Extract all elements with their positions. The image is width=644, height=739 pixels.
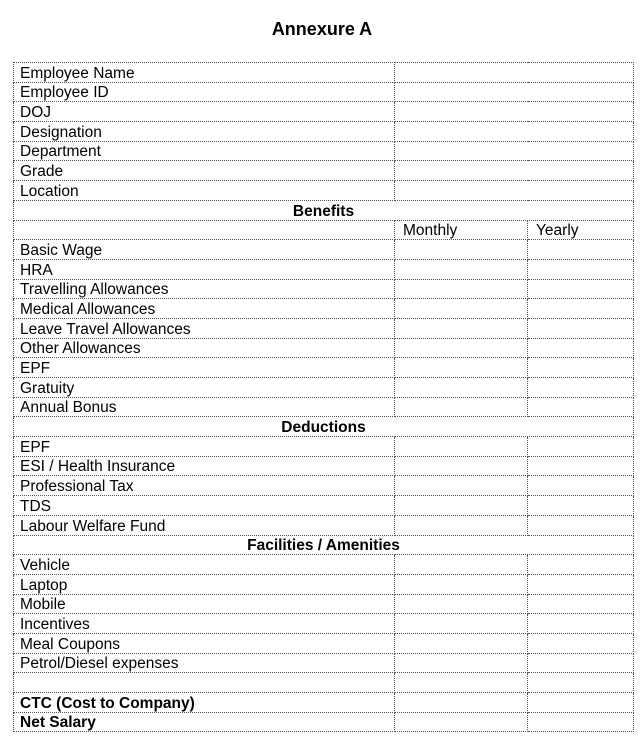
field-label: Employee Name xyxy=(14,63,395,83)
empty-cell xyxy=(14,220,395,240)
benefit-row xyxy=(14,397,634,417)
yearly-cell[interactable] xyxy=(528,456,634,476)
benefit-label: Other Allowances xyxy=(14,338,395,358)
benefit-row xyxy=(14,299,634,319)
yearly-cell[interactable] xyxy=(528,338,634,358)
value-cell[interactable] xyxy=(395,141,634,161)
benefit-row xyxy=(14,259,634,279)
value-cell[interactable] xyxy=(395,122,634,142)
facility-row xyxy=(14,653,634,673)
monthly-cell[interactable] xyxy=(395,358,528,378)
monthly-cell[interactable] xyxy=(395,437,528,457)
empty-cell xyxy=(14,673,395,693)
facility-row xyxy=(14,633,634,653)
yearly-cell[interactable] xyxy=(528,693,634,713)
net-salary-row xyxy=(14,712,634,732)
monthly-cell[interactable] xyxy=(395,673,528,693)
yearly-cell[interactable] xyxy=(528,318,634,338)
benefit-row xyxy=(14,240,634,260)
field-label: Location xyxy=(14,181,395,201)
benefit-row xyxy=(14,279,634,299)
field-label: Employee ID xyxy=(14,82,395,102)
facility-row xyxy=(14,614,634,634)
section-header-row xyxy=(14,200,634,220)
monthly-cell[interactable] xyxy=(395,318,528,338)
yearly-cell[interactable] xyxy=(528,437,634,457)
column-header-row xyxy=(14,220,634,240)
employee-row xyxy=(14,82,634,102)
facility-label: Vehicle xyxy=(14,555,395,575)
monthly-cell[interactable] xyxy=(395,574,528,594)
yearly-cell[interactable] xyxy=(528,358,634,378)
monthly-cell[interactable] xyxy=(395,279,528,299)
yearly-cell[interactable] xyxy=(528,299,634,319)
field-label: Grade xyxy=(14,161,395,181)
deduction-row xyxy=(14,476,634,496)
yearly-cell[interactable] xyxy=(528,614,634,634)
employee-row xyxy=(14,122,634,142)
value-cell[interactable] xyxy=(395,161,634,181)
yearly-cell[interactable] xyxy=(528,397,634,417)
benefit-row xyxy=(14,378,634,398)
facilities-heading: Facilities / Amenities xyxy=(14,535,634,555)
benefit-label: Annual Bonus xyxy=(14,397,395,417)
yearly-cell[interactable] xyxy=(528,476,634,496)
facility-label: Petrol/Diesel expenses xyxy=(14,653,395,673)
monthly-cell[interactable] xyxy=(395,614,528,634)
yearly-cell[interactable] xyxy=(528,574,634,594)
salary-annexure-table xyxy=(13,62,634,732)
employee-row xyxy=(14,63,634,83)
benefit-label: EPF xyxy=(14,358,395,378)
field-label: Department xyxy=(14,141,395,161)
deduction-row xyxy=(14,496,634,516)
facility-row xyxy=(14,555,634,575)
yearly-cell[interactable] xyxy=(528,555,634,575)
yearly-cell[interactable] xyxy=(528,240,634,260)
monthly-cell[interactable] xyxy=(395,555,528,575)
yearly-cell[interactable] xyxy=(528,378,634,398)
facility-label: Incentives xyxy=(14,614,395,634)
deduction-label: Professional Tax xyxy=(14,476,395,496)
monthly-cell[interactable] xyxy=(395,594,528,614)
monthly-cell[interactable] xyxy=(395,378,528,398)
benefit-row xyxy=(14,338,634,358)
value-cell[interactable] xyxy=(395,181,634,201)
section-header-row xyxy=(14,535,634,555)
yearly-cell[interactable] xyxy=(528,653,634,673)
employee-row xyxy=(14,181,634,201)
ctc-label: CTC (Cost to Company) xyxy=(14,693,395,713)
deduction-row xyxy=(14,437,634,457)
monthly-cell[interactable] xyxy=(395,515,528,535)
yearly-column-header: Yearly xyxy=(528,220,634,240)
value-cell[interactable] xyxy=(395,63,634,83)
monthly-cell[interactable] xyxy=(395,633,528,653)
monthly-cell[interactable] xyxy=(395,397,528,417)
monthly-cell[interactable] xyxy=(395,338,528,358)
benefit-label: Basic Wage xyxy=(14,240,395,260)
benefit-label: Travelling Allowances xyxy=(14,279,395,299)
value-cell[interactable] xyxy=(395,82,634,102)
monthly-cell[interactable] xyxy=(395,693,528,713)
section-header-row xyxy=(14,417,634,437)
net-salary-label: Net Salary xyxy=(14,712,395,732)
benefit-label: HRA xyxy=(14,259,395,279)
yearly-cell[interactable] xyxy=(528,496,634,516)
monthly-cell[interactable] xyxy=(395,456,528,476)
employee-row xyxy=(14,161,634,181)
deduction-label: Labour Welfare Fund xyxy=(14,515,395,535)
document-title: Annexure A xyxy=(271,19,373,39)
deduction-label: TDS xyxy=(14,496,395,516)
facility-label: Meal Coupons xyxy=(14,633,395,653)
employee-row xyxy=(14,141,634,161)
monthly-cell[interactable] xyxy=(395,653,528,673)
benefit-label: Leave Travel Allowances xyxy=(14,318,395,338)
benefit-row xyxy=(14,318,634,338)
yearly-cell[interactable] xyxy=(528,673,634,693)
spacer-row xyxy=(14,673,634,693)
monthly-cell[interactable] xyxy=(395,712,528,732)
yearly-cell[interactable] xyxy=(528,515,634,535)
deduction-row xyxy=(14,456,634,476)
benefit-label: Gratuity xyxy=(14,378,395,398)
deduction-label: ESI / Health Insurance xyxy=(14,456,395,476)
monthly-column-header: Monthly xyxy=(395,220,528,240)
deduction-row xyxy=(14,515,634,535)
field-label: Designation xyxy=(14,122,395,142)
deductions-heading: Deductions xyxy=(14,417,634,437)
monthly-cell[interactable] xyxy=(395,496,528,516)
field-label: DOJ xyxy=(14,102,395,122)
employee-row xyxy=(14,102,634,122)
facility-label: Mobile xyxy=(14,594,395,614)
facility-row xyxy=(14,594,634,614)
yearly-cell[interactable] xyxy=(528,712,634,732)
deduction-label: EPF xyxy=(14,437,395,457)
ctc-row xyxy=(14,693,634,713)
yearly-cell[interactable] xyxy=(528,259,634,279)
benefit-row xyxy=(14,358,634,378)
yearly-cell[interactable] xyxy=(528,594,634,614)
monthly-cell[interactable] xyxy=(395,299,528,319)
monthly-cell[interactable] xyxy=(395,259,528,279)
yearly-cell[interactable] xyxy=(528,279,634,299)
monthly-cell[interactable] xyxy=(395,476,528,496)
benefits-heading: Benefits xyxy=(14,200,634,220)
facility-row xyxy=(14,574,634,594)
value-cell[interactable] xyxy=(395,102,634,122)
monthly-cell[interactable] xyxy=(395,240,528,260)
yearly-cell[interactable] xyxy=(528,633,634,653)
facility-label: Laptop xyxy=(14,574,395,594)
benefit-label: Medical Allowances xyxy=(14,299,395,319)
